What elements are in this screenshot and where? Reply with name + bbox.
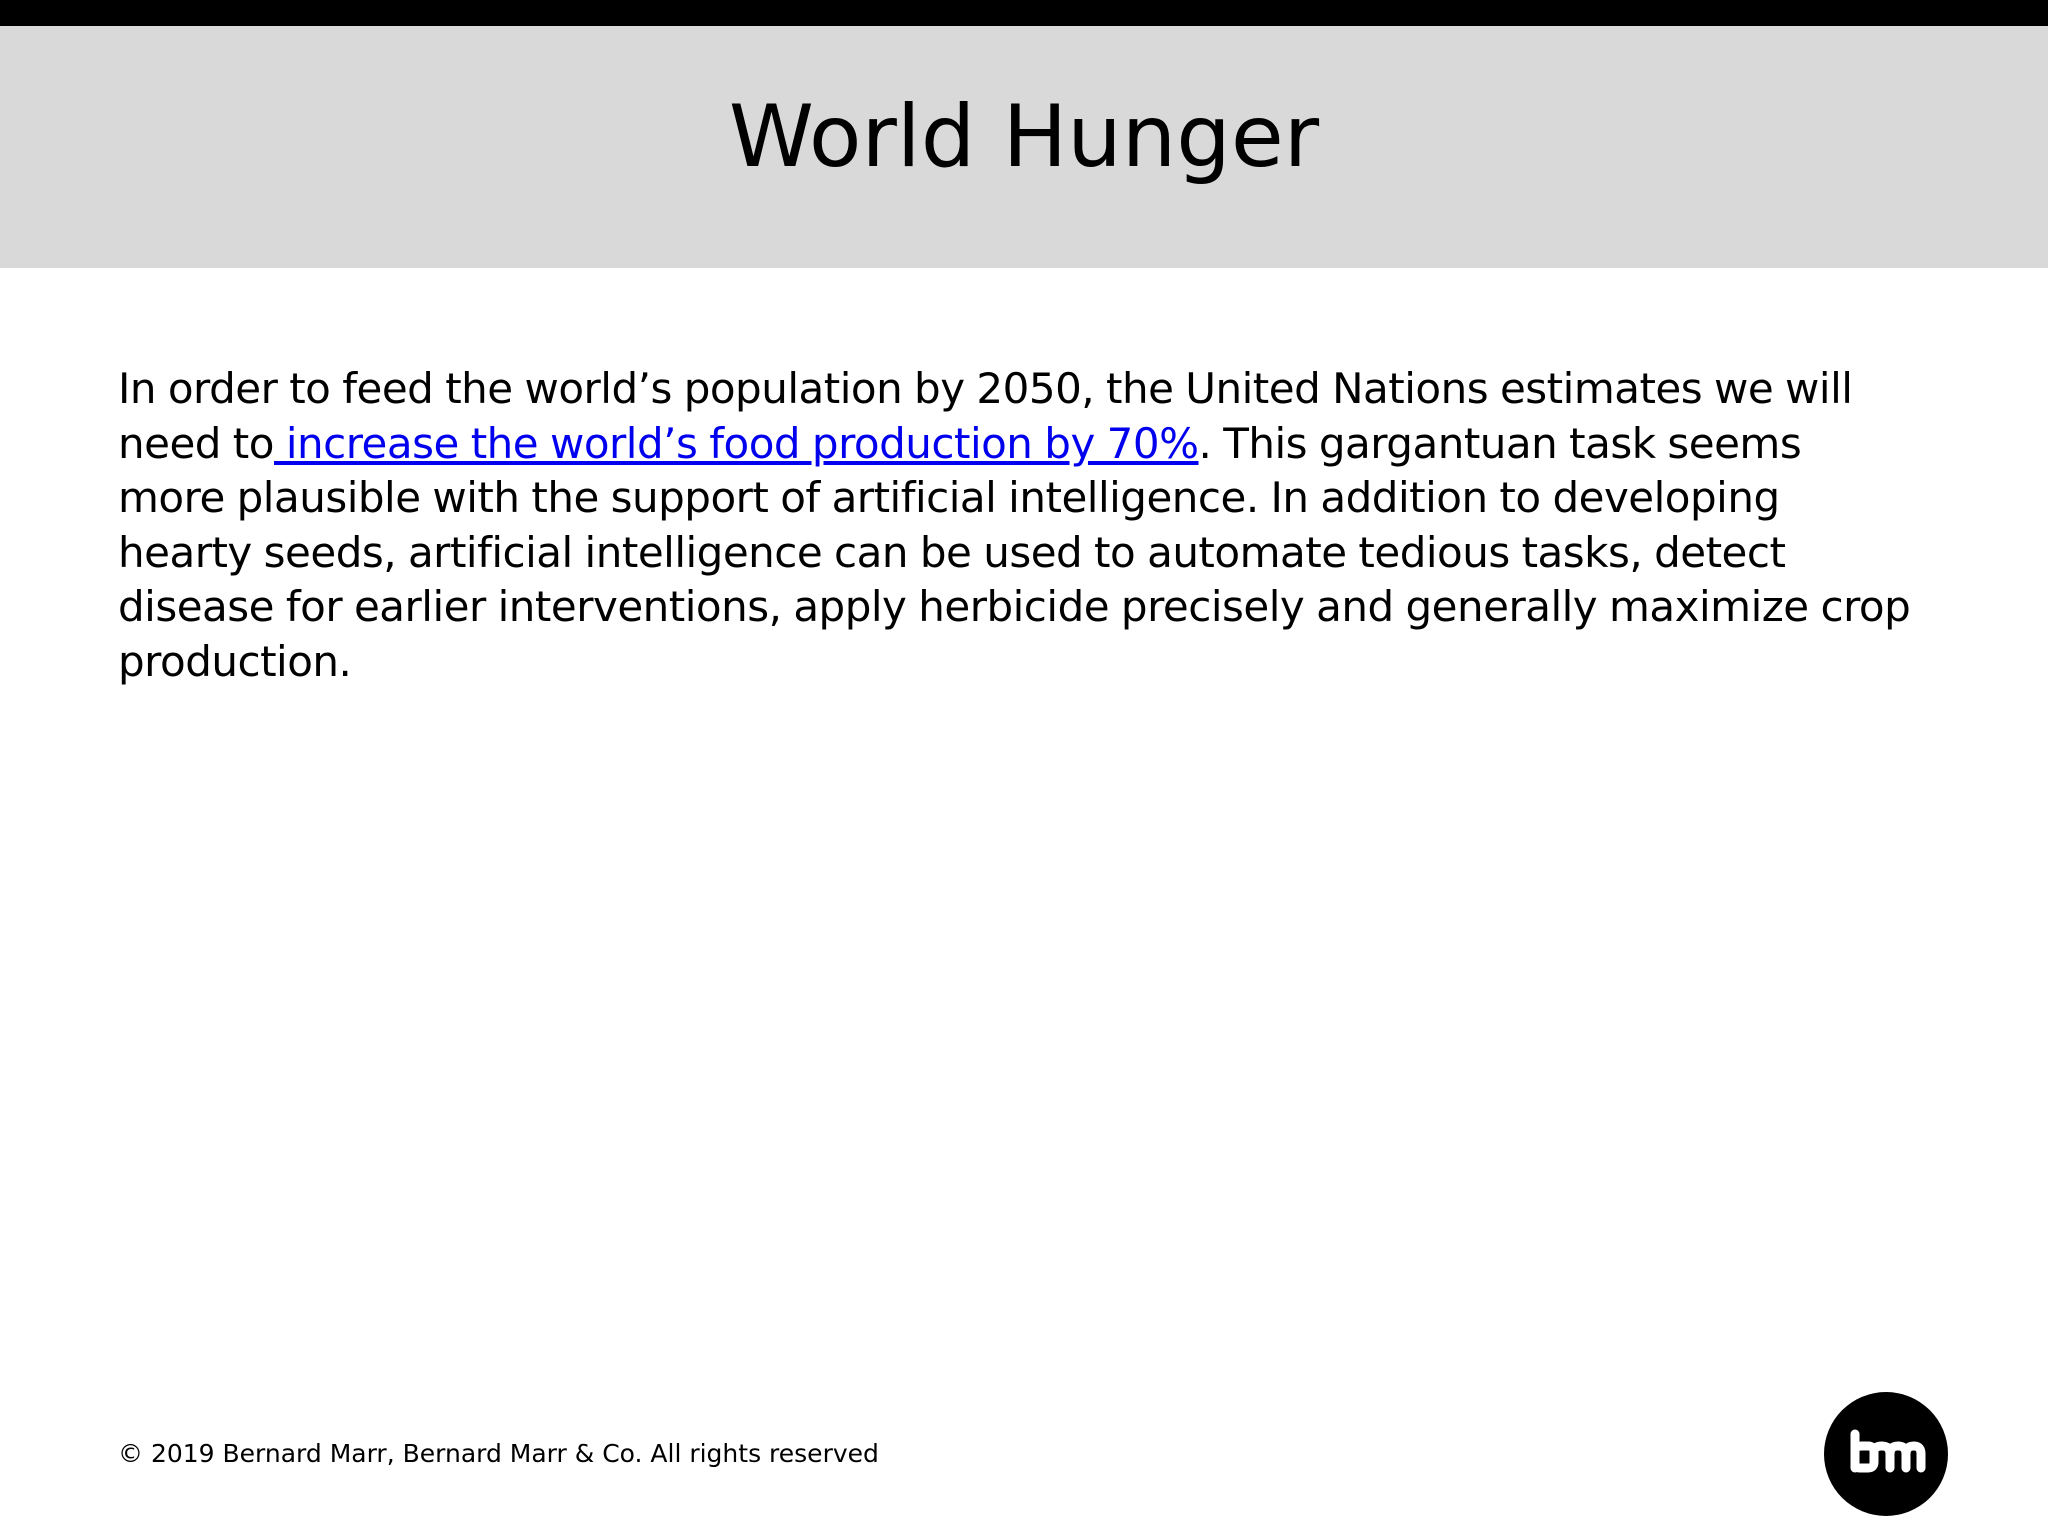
slide-title: World Hunger (728, 87, 1320, 187)
top-bar (0, 0, 2048, 26)
food-production-link[interactable]: increase the world’s food production by 70% (273, 418, 1199, 468)
bm-logo-mark (1824, 1392, 1948, 1516)
body-text-part2: . This gargantuan task seems more plausible with the support of artificial intelligence. In addition to developing hearty seeds, artificial intelligence can be used to automate tedious tasks, detect disease for earlier interventions, apply herbicide precisely and generally maximize crop production. (118, 418, 1911, 686)
copyright-footer: © 2019 Bernard Marr, Bernard Marr & Co. All rights reserved (118, 1439, 879, 1468)
title-band (0, 26, 2048, 268)
body-text-part1: In order to feed the world’s population by 2050, the United Nations estimates we will need to (118, 364, 1853, 468)
body-paragraph (118, 362, 1918, 689)
bm-logo-icon (1824, 1392, 1948, 1516)
